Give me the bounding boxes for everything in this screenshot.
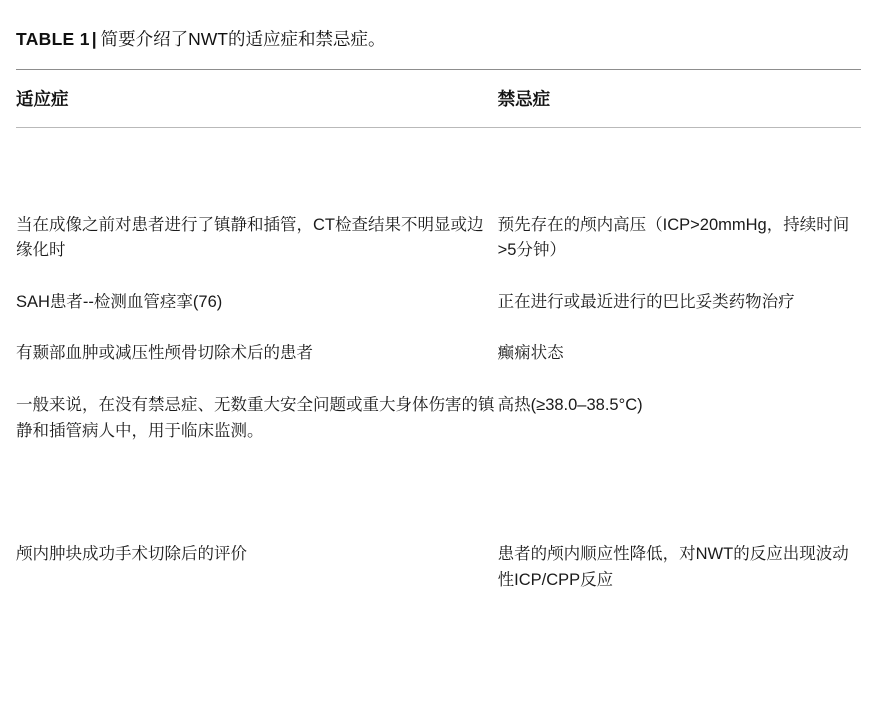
table-header-row: [16, 70, 861, 127]
cell-contraindication: 患者的颅内顺应性降低，对NWT的反应出现波动性ICP/CPP反应: [497, 545, 849, 589]
cell-contraindication: 高热(≥38.0–38.5°C): [497, 396, 643, 414]
table-row: [16, 328, 861, 380]
column-header-contraindications: 禁忌症: [497, 88, 551, 109]
table-row: [16, 200, 861, 277]
cell-indication: 颅内肿块成功手术切除后的评价: [16, 545, 247, 564]
indications-contraindications-table: [16, 70, 861, 127]
table-body-wrapper: [16, 128, 861, 607]
cell-contraindication: 正在进行或最近进行的巴比妥类药物治疗: [497, 292, 795, 311]
table-body: [16, 128, 861, 607]
cell-contraindication: 预先存在的颅内高压（ICP>20mmHg，持续时间>5分钟）: [497, 215, 850, 260]
cell-indication: 一般来说，在没有禁忌症、无数重大安全问题或重大身体伤害的镇静和插管病人中，用于临床监测。: [16, 396, 495, 440]
table-caption-label: TABLE 1: [16, 29, 90, 49]
body-mid-spacer: [16, 457, 861, 529]
table-header: [16, 70, 861, 127]
body-top-spacer: [16, 128, 861, 200]
table-caption-separator: |: [91, 29, 97, 49]
cell-contraindication: 癫痫状态: [497, 344, 564, 363]
column-header-indications: 适应症: [16, 88, 69, 109]
table-caption: [16, 0, 861, 69]
table-caption-text: 简要介绍了NWT的适应症和禁忌症。: [100, 29, 386, 49]
cell-indication: 有颞部血肿或减压性颅骨切除术后的患者: [16, 344, 313, 363]
table-row: [16, 380, 861, 457]
cell-indication: SAH患者--检测血管痉挛(76): [16, 292, 223, 311]
table-row: [16, 277, 861, 329]
cell-indication: 当在成像之前对患者进行了镇静和插管，CT检查结果不明显或边缘化时: [16, 215, 484, 260]
table-row: [16, 529, 861, 606]
